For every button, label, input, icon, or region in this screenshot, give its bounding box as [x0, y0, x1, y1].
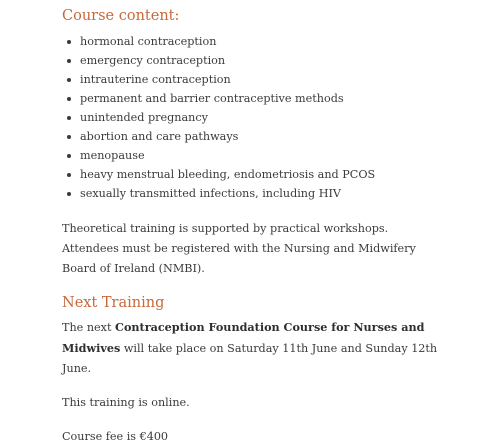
bullet-icon: [67, 192, 71, 196]
course-content-heading: Course content:: [62, 8, 180, 24]
list-item: [62, 108, 442, 127]
course-name: Contraception Foundation Course for Nurses and Midwives: [62, 320, 425, 355]
list-item-label: hormonal contraception: [80, 35, 217, 48]
bullet-icon: [67, 40, 71, 44]
bullet-icon: [67, 173, 71, 177]
list-item: [62, 32, 442, 51]
bullet-icon: [67, 59, 71, 63]
bullet-icon: [67, 116, 71, 120]
list-item-label: menopause: [80, 149, 145, 162]
list-item-label: abortion and care pathways: [80, 130, 239, 143]
bullet-icon: [67, 78, 71, 82]
list-item: [62, 70, 442, 89]
course-topics-list: [62, 32, 442, 203]
fee-paragraph: Course fee is €400: [62, 430, 169, 443]
online-paragraph: This training is online.: [62, 396, 190, 409]
list-item-label: intrauterine contraception: [80, 73, 231, 86]
bullet-icon: [67, 154, 71, 158]
next-training-paragraph: [62, 317, 442, 379]
theory-paragraph: Theoretical training is supported by practical workshops. Attendees must be registered with the Nursing and Midwifery Board of Ireland (NMBI).: [62, 222, 416, 275]
list-item: [62, 51, 442, 70]
list-item-label: sexually transmitted infections, including HIV: [80, 187, 341, 200]
list-item: [62, 89, 442, 108]
next-training-heading: Next Training: [62, 295, 165, 311]
list-item-label: unintended pregnancy: [80, 111, 208, 124]
main-content: [62, 6, 442, 447]
training-dates: will take place on Saturday 11th June and Sunday 12th June.: [62, 342, 438, 375]
list-item: [62, 165, 442, 184]
next-training-intro: The next: [62, 321, 116, 334]
list-item-label: emergency contraception: [80, 54, 226, 67]
list-item-label: permanent and barrier contraceptive methods: [80, 92, 344, 105]
bullet-icon: [67, 97, 71, 101]
bullet-icon: [67, 135, 71, 139]
list-item: [62, 146, 442, 165]
list-item-label: heavy menstrual bleeding, endometriosis and PCOS: [80, 168, 376, 181]
list-item: [62, 184, 442, 203]
list-item: [62, 127, 442, 146]
